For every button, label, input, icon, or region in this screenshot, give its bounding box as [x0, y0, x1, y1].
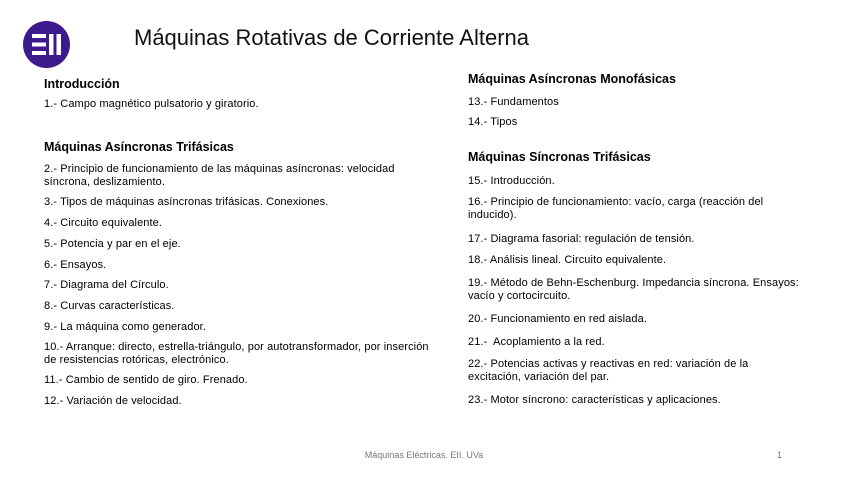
list-item: 19.- Método de Behn-Eschenburg. Impedancia síncrona. Ensayos: vacío y cortocircuito.	[468, 277, 799, 302]
list-item: 21.- Acoplamiento a la red.	[468, 336, 605, 348]
list-item: 20.- Funcionamiento en red aislada.	[468, 313, 647, 325]
list-item: 2.- Principio de funcionamiento de las máquinas asíncronas: velocidad síncrona, deslizamiento.	[44, 163, 395, 188]
list-item: 23.- Motor síncrono: características y aplicaciones.	[468, 394, 721, 406]
list-item: 14.- Tipos	[468, 116, 518, 128]
list-item: 7.- Diagrama del Círculo.	[44, 279, 169, 291]
section-title-asincronas-monofasicas: Máquinas Asíncronas Monofásicas	[468, 72, 676, 86]
list-item: 22.- Potencias activas y reactivas en red: variación de la excitación, variación del par.	[468, 358, 749, 383]
list-item: 3.- Tipos de máquinas asíncronas trifásicas. Conexiones.	[44, 196, 329, 208]
list-item: 6.- Ensayos.	[44, 259, 107, 271]
section-title-sincronas-trifasicas: Máquinas Síncronas Trifásicas	[468, 150, 651, 164]
list-item: 4.- Circuito equivalente.	[44, 217, 163, 229]
eii-logo	[23, 21, 70, 68]
section-title-asincronas-trifasicas: Máquinas Asíncronas Trifásicas	[44, 140, 234, 154]
section-title-introduccion: Introducción	[44, 77, 120, 91]
list-item: 16.- Principio de funcionamiento: vacío, carga (reacción del inducido).	[468, 196, 764, 221]
slide-title: Máquinas Rotativas de Corriente Alterna	[134, 25, 529, 50]
list-item: 8.- Curvas características.	[44, 300, 175, 312]
list-item: 15.- Introducción.	[468, 175, 555, 187]
list-item: 9.- La máquina como generador.	[44, 321, 206, 333]
list-item: 13.- Fundamentos	[468, 96, 559, 108]
list-item: 12.- Variación de velocidad.	[44, 395, 182, 407]
list-item: 5.- Potencia y par en el eje.	[44, 238, 181, 250]
list-item: 11.- Cambio de sentido de giro. Frenado.	[44, 374, 248, 386]
list-item: 18.- Análisis lineal. Circuito equivalente.	[468, 254, 667, 266]
footer-text: Máquinas Eléctricas. EII. UVa	[364, 450, 484, 460]
list-item: 10.- Arranque: directo, estrella-triángulo, por autotransformador, por inserción de resistencias rotóricas, electrónico.	[44, 341, 429, 366]
page-number: 1	[777, 450, 783, 460]
list-item: 17.- Diagrama fasorial: regulación de tensión.	[468, 233, 695, 245]
list-item: 1.- Campo magnético pulsatorio y giratorio.	[44, 98, 259, 110]
